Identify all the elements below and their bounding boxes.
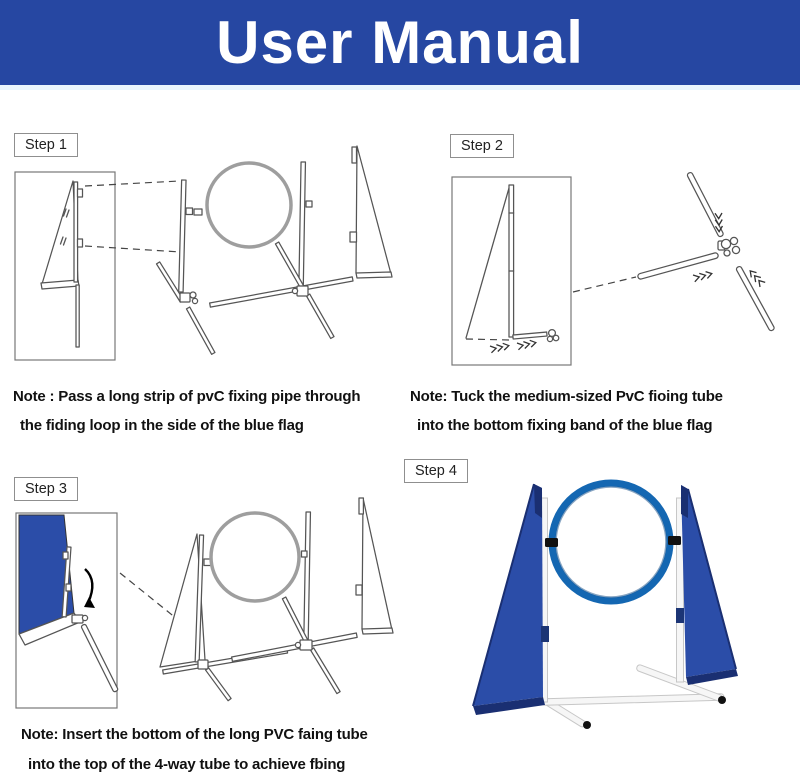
step4-label: Step 4 [404,459,468,483]
four-way-connector-drawing [718,237,740,256]
assembled-frame-drawing [160,498,393,701]
medium-tube-drawing [637,252,719,282]
assembly-guide-lines [85,181,181,252]
note-text-line: Note: Tuck the medium-sized PvC fioing tube [410,388,723,405]
step1-note [13,382,405,440]
note-text-line: Note : Pass a long strip of pvC fixing pipe through [13,388,361,405]
step2-label: Step 2 [450,134,514,158]
flag-with-pole-drawing [452,177,571,365]
folded-flag-detail-drawing [16,513,118,708]
note-text-line: Note: Insert the bottom of the long PVC faing tube [21,726,368,743]
assembly-guide-line [573,277,636,292]
lower-pipe-drawing [736,266,775,332]
right-flag-panel-drawing [350,146,392,278]
step1-diagram [0,125,400,375]
page-title: User Manual [216,9,584,76]
left-flag [473,484,545,715]
step1-label: Step 1 [14,133,78,157]
hoop-clips [545,536,681,547]
right-flag [681,485,738,685]
upright-pipe-with-base-drawing [210,162,353,338]
left-flag-panel-drawing [15,172,115,360]
jump-hoop [552,483,670,601]
note-text-line: the fiding loop in the side of the blue flag [20,417,304,434]
step3-label: Step 3 [14,477,78,501]
header-divider [0,85,800,90]
upper-pipe-drawing [687,172,724,238]
step2-diagram [400,125,800,375]
step2-note [410,382,800,440]
note-text-line: into the top of the 4-way tube to achieve fbing [28,756,346,773]
hoop-drawing [186,163,291,247]
header-banner [0,0,800,85]
step4-product-image [400,440,800,777]
note-text-line: into the bottom fixing band of the blue flag [417,417,713,434]
step3-note [21,720,401,777]
pole-straps [541,608,684,642]
